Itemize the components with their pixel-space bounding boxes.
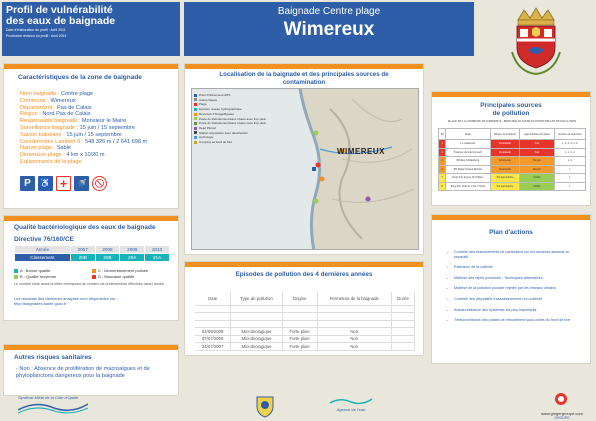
legend-swatch xyxy=(14,275,18,279)
no-dogs-icon: 🚫 xyxy=(92,176,107,191)
table-cell: 24/07/2007 xyxy=(195,343,231,351)
table-cell: 1 xyxy=(439,140,446,149)
actions-list xyxy=(442,250,582,323)
table-cell: 1, 2, 3, 4 xyxy=(554,148,585,157)
table-cell: Microbiologique xyxy=(231,335,283,343)
list-item: – Télésurveillance des postes de refoulement sous-voiles du front de mer xyxy=(442,318,582,323)
table-header-cell: Durée xyxy=(392,292,415,305)
table-cell: 20B xyxy=(95,254,120,262)
site-title: Wimereux xyxy=(283,19,375,40)
map-legend-item: Exutoire réseau hydrographique xyxy=(194,107,302,112)
legend-marker xyxy=(194,117,197,120)
info-row: Equipements de la plage xyxy=(20,158,82,165)
pollution-sources-panel xyxy=(431,91,591,206)
table-cell: 6 xyxy=(439,182,446,191)
list-item: – Maîtrise des rejets ponctuels - Techniques alternatives xyxy=(442,276,582,281)
table-cell: Faible xyxy=(520,174,554,183)
legend-swatch xyxy=(92,275,96,279)
legend-item: D : Mauvaise qualité xyxy=(92,274,170,279)
table-row xyxy=(439,129,586,140)
info-row: Dimension plage : 4 km x 10/20 m xyxy=(20,152,105,159)
table-header-cell: Risque de pollution xyxy=(490,129,520,140)
actions-title: Plan d'actions xyxy=(489,229,533,236)
table-row xyxy=(195,313,415,321)
map-legend-item: Point Prélèvement ARS xyxy=(194,93,302,98)
table-cell: Permanent xyxy=(490,140,520,149)
table-cell: 4 xyxy=(439,165,446,174)
legend-marker xyxy=(194,113,197,116)
table-cell: Non xyxy=(317,335,391,343)
map-legend-item: Poste de Refoulement Eaux Usées sans trop plein xyxy=(194,121,302,126)
table-row xyxy=(195,292,415,305)
legend-marker xyxy=(194,127,197,130)
table-header-cell: Origine xyxy=(282,292,317,305)
table-cell: Poste EU Pont de Char à Voile xyxy=(446,182,490,191)
list-item: – Autosurveillance des systèmes les plus importants xyxy=(442,308,582,313)
quality-legend xyxy=(14,268,170,279)
table-row xyxy=(439,148,586,157)
sources-table-title: PLAGE DE LA COMMUNE DE WIMEREUX - PRINCIPALES SOURCES POTENTIELLES DE POLLUTION xyxy=(447,120,577,123)
info-row: Nom baignade : Centre plage xyxy=(20,91,94,97)
table-cell: 2010 xyxy=(145,246,170,254)
legend-marker xyxy=(194,108,197,111)
table-cell: 07/07/2009 xyxy=(195,335,231,343)
legend-item: A : Bonne qualité xyxy=(14,268,92,273)
location-title: Localisation de la baignade et des principales sources de contamination xyxy=(219,71,389,86)
info-row: Surveillance baignade : 15 juin / 15 septembre xyxy=(20,124,136,131)
parking-icon: P xyxy=(20,176,35,191)
sources-title: Principales sources de pollution xyxy=(480,102,542,117)
location-map[interactable] xyxy=(191,88,419,250)
site-title-block xyxy=(184,2,474,56)
table-cell: Le wimereux xyxy=(446,140,490,149)
water-quality-panel xyxy=(3,215,179,321)
section-accent-bar xyxy=(432,92,590,97)
table-cell: 1, 2, 3, 4, 5, 6 xyxy=(554,140,585,149)
table-cell: Forte pluie xyxy=(282,335,317,343)
beach-characteristics-panel xyxy=(3,63,179,209)
section-accent-bar xyxy=(4,345,178,350)
legend-marker xyxy=(194,98,197,101)
map-legend-item: Poste de Refoulement Eaux Usées avec trop plein xyxy=(194,117,302,122)
section-accent-bar xyxy=(185,262,423,267)
quality-note: Le nombre situé avant la lettre correspond au nombre de prélèvements effectués dans l'année. xyxy=(14,282,165,286)
table-cell: Ponctuelle xyxy=(490,157,520,166)
table-cell: 2007 xyxy=(70,246,95,254)
table-cell: 1 xyxy=(554,182,585,191)
table-cell: Année xyxy=(15,246,71,254)
map-legend-item: Autres Rejets xyxy=(194,98,302,103)
table-cell: Forte pluie xyxy=(282,328,317,336)
table-header-cell: Date xyxy=(195,292,231,305)
map-legend-item: Rejet Pluvial xyxy=(194,126,302,131)
water-agency-logo: Agence de l'eau xyxy=(328,396,374,416)
table-cell: 20A xyxy=(120,254,145,262)
town-crest-icon xyxy=(508,6,564,78)
table-cell: Microbiologique xyxy=(231,328,283,336)
first-aid-icon: + xyxy=(56,176,71,191)
map-town-label: WIMEREUX xyxy=(337,147,385,156)
table-header-cell: Actions de réduction xyxy=(554,129,585,140)
info-row: Commune : Wimereux xyxy=(20,97,76,104)
map-legend-item: Hydrologie xyxy=(194,135,302,140)
table-cell: 2008 xyxy=(95,246,120,254)
section-accent-bar xyxy=(185,64,423,69)
table-cell: PR Rue Schmelberg xyxy=(446,157,490,166)
accessibility-icon: ♿ xyxy=(38,176,53,191)
table-header-cell: Appréciation du risque xyxy=(520,129,554,140)
risks-text: - Non : Absence de prolifération de macroalgues et de phytoplanctons dangereux pour la baignade xyxy=(16,366,150,379)
episodes-title: Episodes de pollution des 4 dernières années xyxy=(235,271,373,278)
table-header-cell: ID xyxy=(439,129,446,140)
table-cell: Fort xyxy=(520,140,554,149)
characteristics-title: Caractéristiques de la zone de baignade xyxy=(18,74,142,81)
table-cell: Fort xyxy=(520,148,554,157)
table-row xyxy=(195,335,415,343)
map-legend-item: Déversoir d'Orage/Bypass xyxy=(194,112,302,117)
table-row xyxy=(195,320,415,328)
section-accent-bar xyxy=(4,216,178,221)
map-legend-item: Camping en bord de Mer xyxy=(194,140,302,145)
directive-label: Directive 76/160/CE xyxy=(14,236,74,243)
quality-title: Qualité bactériologique des eaux de baignade xyxy=(14,224,156,231)
table-cell: Non xyxy=(317,328,391,336)
profile-date-line1: Date d'élaboration du profil : Avril 2011 xyxy=(6,28,66,32)
legend-item: B : Qualité moyenne xyxy=(14,274,92,279)
legend-item: C : Momentanément polluée xyxy=(92,268,170,273)
sources-table xyxy=(438,128,586,191)
list-item: – Contrôle des branchements de particuliers sur les secteurs assainis en séparatif xyxy=(442,250,582,259)
table-header-cell: Fermeture de la baignade xyxy=(317,292,391,305)
table-cell: Moyen xyxy=(520,157,554,166)
episodes-table xyxy=(195,292,415,351)
table-row xyxy=(195,305,415,313)
profile-title-block xyxy=(2,2,180,56)
info-row: Coordonnées Lambert II : 548 326 m / 2 641 698 m xyxy=(20,138,148,145)
table-cell: Ponctuelle xyxy=(490,165,520,174)
table-cell: Faible xyxy=(520,182,554,191)
legend-marker xyxy=(194,103,197,106)
table-cell: Exutoire du fond de Golf xyxy=(446,148,490,157)
action-plan-panel xyxy=(431,214,591,364)
table-cell: 1 xyxy=(554,174,585,183)
map-legend-item: Plage xyxy=(194,102,302,107)
info-row: Département : Pas de Calais xyxy=(20,104,92,111)
table-row xyxy=(15,246,170,254)
table-row xyxy=(195,343,415,351)
table-cell: 2 xyxy=(439,148,446,157)
profile-title-line2: des eaux de baignade xyxy=(6,15,116,27)
legend-marker xyxy=(194,136,197,139)
table-cell: Exceptionnelle xyxy=(490,174,520,183)
table-header-cell: Type de pollution xyxy=(231,292,283,305)
table-cell xyxy=(392,328,415,336)
table-cell: Moyen xyxy=(520,165,554,174)
table-cell: Forte pluie xyxy=(282,343,317,351)
table-row xyxy=(439,182,586,191)
shower-icon: 🚿 xyxy=(74,176,89,191)
info-row: Région : Nord Pas de Calais xyxy=(20,111,91,118)
pollution-episodes-panel xyxy=(184,261,424,356)
table-cell: Permanent xyxy=(490,148,520,157)
list-item: – Extension de la collecte xyxy=(442,265,582,270)
table-cell: 04/09/2009 xyxy=(195,328,231,336)
table-cell: Poste EU Ageon, Rd Thiers xyxy=(446,174,490,183)
info-row: Saison balnéaire : 15 juin / 15 septembre xyxy=(20,131,122,138)
info-row: Nature plage : Sable xyxy=(20,145,72,152)
map-legend-item: Station d'épuration avec désinfection xyxy=(194,131,302,136)
other-risks-panel xyxy=(3,344,179,396)
table-header-cell: Rejet xyxy=(446,129,490,140)
list-item: – Contrôle des dispositifs d'assainissement non collectif xyxy=(442,297,582,302)
legend-swatch xyxy=(92,269,96,273)
table-cell: 1, 4 xyxy=(554,157,585,166)
table-cell xyxy=(392,343,415,351)
table-cell: 20B xyxy=(70,254,95,262)
quality-table xyxy=(14,245,170,262)
partner-emblem-icon xyxy=(254,394,276,418)
table-cell: Classement xyxy=(15,254,71,262)
info-row: Responsable baignade : Monsieur le Maire xyxy=(20,118,127,125)
legend-marker xyxy=(194,141,197,144)
footer-logos xyxy=(0,392,596,421)
table-cell: 21A xyxy=(145,254,170,262)
legend-marker xyxy=(194,122,197,125)
profile-date-line2: Prochaine révision du profil : Avril 2014 xyxy=(6,33,67,38)
table-cell: 5 xyxy=(439,174,446,183)
table-row xyxy=(195,328,415,336)
table-cell: Exceptionnelle xyxy=(490,182,520,191)
legend-marker xyxy=(194,131,197,134)
risks-title: Autres risques sanitaires xyxy=(14,354,92,361)
smco-logo: Syndicat Mixte de la Côte d'Opale xyxy=(18,395,88,417)
table-cell xyxy=(392,335,415,343)
table-cell: 2009 xyxy=(120,246,145,254)
location-map-panel xyxy=(184,63,424,255)
characteristics-list xyxy=(20,91,178,166)
section-accent-bar xyxy=(432,215,590,220)
list-item: – Maîtrise de la pollution pluviale rejetée par les réseaux urbains xyxy=(442,286,582,291)
table-row xyxy=(439,165,586,174)
header xyxy=(0,0,596,58)
ginger-logo: www.gingergroupe.com GROUPE xyxy=(532,392,592,419)
equipment-signs xyxy=(20,176,107,191)
table-row xyxy=(439,174,586,183)
table-cell: PR Digue Station Marine xyxy=(446,165,490,174)
table-row xyxy=(439,157,586,166)
table-row xyxy=(439,140,586,149)
section-accent-bar xyxy=(4,64,178,69)
table-row xyxy=(15,254,170,262)
table-cell: Non xyxy=(317,343,391,351)
table-cell: 3 xyxy=(439,157,446,166)
results-link[interactable]: Les résultats des dernières analyses sont disponibles sur : http://baignades.sante.gouv.fr xyxy=(14,296,118,306)
table-cell: Microbiologique xyxy=(231,343,283,351)
profile-title-line1: Profil de vulnérabilité xyxy=(6,4,113,16)
legend-marker xyxy=(194,94,197,97)
site-subtitle: Baignade Centre plage xyxy=(277,6,381,17)
table-cell: 1 xyxy=(554,165,585,174)
map-legend xyxy=(194,93,302,145)
legend-swatch xyxy=(14,269,18,273)
